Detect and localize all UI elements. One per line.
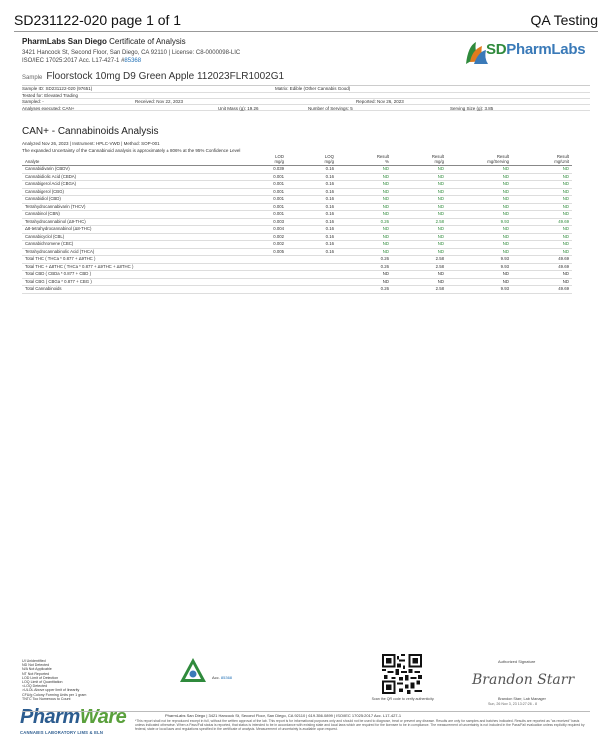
- table-cell: ND: [512, 211, 572, 219]
- table-cell: ND: [337, 271, 392, 279]
- table-cell: ND: [512, 241, 572, 249]
- table-cell: ND: [447, 173, 512, 181]
- table-cell: ND: [392, 241, 447, 249]
- table-row: [22, 248, 572, 256]
- table-cell: ND: [512, 226, 572, 234]
- table-cell: ND: [337, 241, 392, 249]
- analyte-name: Tetrahydrocannabinolic Acid (THCA): [22, 248, 232, 256]
- table-cell: 0.16: [287, 173, 337, 181]
- brand-text-a: Pharm: [20, 706, 80, 728]
- table-cell: 0.16: [287, 203, 337, 211]
- table-cell: 0.001: [232, 211, 287, 219]
- table-cell: ND: [392, 166, 447, 174]
- table-cell: ND: [392, 173, 447, 181]
- signature-date: Sun, 26 Nov 3, 23 13:27:26 - 8: [488, 702, 537, 706]
- header-divider: [14, 31, 598, 32]
- table-cell: 9.93: [447, 256, 512, 264]
- serving-size: Serving Size (g): 3.85: [450, 106, 494, 111]
- total-row: [22, 256, 572, 264]
- table-cell: ND: [447, 226, 512, 234]
- table-cell: ND: [447, 203, 512, 211]
- total-label: Total THC + Δ8THC ( THCa * 0.877 + Δ9THC + Δ8THC ): [22, 263, 337, 271]
- analyte-name: Tetrahydrocannabinol (Δ9-THC): [22, 218, 232, 226]
- table-cell: ND: [337, 211, 392, 219]
- lab-accreditation: [22, 58, 141, 64]
- analyses-executed: Analyses executed: CAN+: [22, 106, 75, 111]
- column-header: [447, 154, 512, 166]
- accreditation-link[interactable]: 85368: [124, 58, 142, 64]
- pjla-acc-number: [212, 675, 232, 680]
- table-cell: ND: [447, 166, 512, 174]
- lab-heading: [22, 37, 186, 46]
- table-row: [22, 173, 572, 181]
- table-cell: ND: [447, 241, 512, 249]
- table-cell: ND: [337, 188, 392, 196]
- table-cell: 49.69: [512, 256, 572, 264]
- pharmware-logo: [20, 706, 126, 729]
- cannabinoids-table: [22, 154, 572, 294]
- table-cell: 9.93: [447, 218, 512, 226]
- table-cell: 0.16: [287, 196, 337, 204]
- table-cell: 0.039: [232, 166, 287, 174]
- table-cell: ND: [512, 248, 572, 256]
- sample-id: Sample ID: SD231122-020 (97651): [22, 86, 93, 91]
- legend-item: UI Unidentified: [22, 659, 46, 663]
- table-cell: ND: [447, 271, 512, 279]
- pharmware-tagline: CANNABIS LABORATORY LIMS & ELN: [20, 730, 104, 735]
- pjla-acc-label: Acc.: [212, 675, 221, 680]
- sample-name: Floorstock 10mg D9 Green Apple 112023FLR1002G1: [46, 71, 285, 82]
- table-row: [22, 181, 572, 189]
- table-cell: 2.58: [392, 256, 447, 264]
- table-row: [22, 211, 572, 219]
- table-cell: ND: [447, 278, 512, 286]
- table-cell: ND: [512, 173, 572, 181]
- table-cell: ND: [512, 278, 572, 286]
- footer-divider: [22, 711, 590, 712]
- uncertainty-note: The expanded Uncertainty of the Cannabinoid analysis is approximately ± 806% at the 95% Confidence Level: [22, 148, 241, 153]
- analyte-name: Cannabidivarin (CBDV): [22, 166, 232, 174]
- column-header-title: Result: [496, 154, 509, 159]
- table-cell: ND: [447, 181, 512, 189]
- total-row: [22, 286, 572, 294]
- table-cell: ND: [512, 166, 572, 174]
- table-cell: ND: [512, 181, 572, 189]
- table-cell: ND: [447, 211, 512, 219]
- total-row: [22, 278, 572, 286]
- legend-item: ND Not Detected: [22, 663, 50, 668]
- legend-item: NT Not Reported: [22, 671, 50, 676]
- legend-item: >ULOL Above upper limit of linearity: [22, 688, 80, 693]
- table-cell: 0.001: [232, 181, 287, 189]
- column-header-title: LOQ: [324, 154, 334, 159]
- table-cell: ND: [447, 248, 512, 256]
- accreditation-text: ISO/IEC 17025:2017 Acc. L17-427-1 #: [22, 58, 125, 64]
- legend-item: LOD Limit of Detection: [22, 675, 59, 680]
- table-cell: 0.002: [232, 241, 287, 249]
- sample-matrix: Matrix: Edible (Other Cannabis Good): [275, 86, 351, 91]
- table-cell: 0.16: [287, 241, 337, 249]
- table-cell: ND: [392, 278, 447, 286]
- table-cell: ND: [337, 181, 392, 189]
- table-cell: 2.58: [392, 218, 447, 226]
- table-row: [22, 241, 572, 249]
- table-row: [22, 218, 572, 226]
- analyte-name: Cannabidiolic Acid (CBDA): [22, 173, 232, 181]
- legend-item: N/A Not Applicable: [22, 667, 52, 672]
- table-cell: ND: [447, 233, 512, 241]
- table-cell: ND: [447, 188, 512, 196]
- table-cell: 2.58: [392, 286, 447, 294]
- table-cell: ND: [337, 226, 392, 234]
- table-cell: 0.26: [337, 256, 392, 264]
- qr-code-icon[interactable]: [382, 654, 422, 694]
- table-cell: ND: [337, 196, 392, 204]
- column-header: [287, 154, 337, 166]
- analyte-name: Tetrahydrocannabivarin (THCV): [22, 203, 232, 211]
- total-label: Total CBD ( CBDa * 0.877 + CBD ): [22, 271, 337, 279]
- analyte-name: Cannabicyclol (CBL): [22, 233, 232, 241]
- qa-testing-label: QA Testing: [530, 12, 598, 28]
- table-cell: ND: [392, 226, 447, 234]
- brand-text-b: Ware: [79, 706, 127, 728]
- total-label: Total Cannabinoids: [22, 286, 337, 294]
- column-header-unit: mg/g: [434, 159, 444, 164]
- abbreviation-legend: [22, 659, 86, 701]
- analyte-name: Cannabidiol (CBD): [22, 196, 232, 204]
- sample-prefix: Sample: [22, 75, 43, 81]
- column-header-unit: mg/g: [274, 159, 284, 164]
- handwritten-signature: Brandon Starr: [472, 672, 575, 688]
- table-cell: 0.16: [287, 248, 337, 256]
- analyte-name: Δ8-tetrahydrocannabinol (Δ8-THC): [22, 226, 232, 234]
- logo-wordmark: [486, 41, 585, 58]
- reported-date: Reported: Nov 26, 2023: [356, 99, 404, 104]
- signatory-name: Brandon Starr, Lab Manager: [498, 697, 546, 701]
- legend-item: <LOQ Detected: [22, 684, 48, 689]
- column-header: [337, 154, 392, 166]
- table-row: [22, 196, 572, 204]
- table-cell: ND: [512, 188, 572, 196]
- logo-text-sd: SD: [486, 41, 507, 58]
- column-header-title: LOD: [275, 154, 284, 159]
- pjla-acc-link[interactable]: 85368: [220, 675, 233, 680]
- table-cell: 0.005: [232, 248, 287, 256]
- table-cell: 0.001: [232, 173, 287, 181]
- column-header-title: Result: [431, 154, 444, 159]
- sample-title: [22, 71, 284, 82]
- column-header: [512, 154, 572, 166]
- table-cell: 0.003: [232, 218, 287, 226]
- column-header-title: Result: [556, 154, 569, 159]
- qr-caption: Scan the QR code to verify authenticity.: [371, 697, 435, 701]
- analyte-name: Cannabigerol Acid (CBGA): [22, 181, 232, 189]
- table-cell: ND: [337, 173, 392, 181]
- analyte-name: Cannabichromene (CBC): [22, 241, 232, 249]
- table-cell: 49.69: [512, 218, 572, 226]
- legend-item: TNTC Too Numerous to Count: [22, 696, 71, 701]
- table-cell: ND: [392, 196, 447, 204]
- table-cell: ND: [337, 233, 392, 241]
- table-body: [22, 166, 572, 294]
- table-cell: 0.16: [287, 226, 337, 234]
- table-row: [22, 233, 572, 241]
- info-row: [22, 104, 590, 111]
- table-cell: ND: [512, 233, 572, 241]
- analyte-name: Cannabigerol (CBG): [22, 188, 232, 196]
- table-row: [22, 188, 572, 196]
- received-date: Received: Nov 22, 2023: [135, 99, 184, 104]
- table-cell: 0.16: [287, 233, 337, 241]
- number-of-servings: Number of Servings: 5: [308, 106, 353, 111]
- table-row: [22, 166, 572, 174]
- total-label: Total THC ( THCa * 0.877 + Δ9THC ): [22, 256, 337, 264]
- signature-label: Authorized Signature: [498, 659, 536, 664]
- table-cell: ND: [392, 233, 447, 241]
- tested-for: Tested for: Elevated Trading: [22, 93, 79, 98]
- table-cell: ND: [512, 203, 572, 211]
- footer-address: PharmLabs San Diego | 3421 Hancock St, Second Floor, San Diego, CA 92110 | 619.356.0899 | ISO/IEC 17025:2017 Acc. L17-427-1: [165, 713, 402, 718]
- table-cell: ND: [447, 196, 512, 204]
- column-header: [22, 154, 232, 166]
- table-cell: ND: [392, 188, 447, 196]
- table-cell: 0.16: [287, 166, 337, 174]
- table-cell: 0.001: [232, 203, 287, 211]
- sampled: Sampled: -: [22, 99, 44, 104]
- table-cell: ND: [512, 196, 572, 204]
- table-cell: ND: [337, 166, 392, 174]
- table-cell: ND: [392, 211, 447, 219]
- table-cell: 0.16: [287, 181, 337, 189]
- pjla-accreditation-icon: [178, 656, 208, 686]
- table-cell: ND: [392, 248, 447, 256]
- logo-text-pharmlabs: PharmLabs: [506, 41, 586, 58]
- table-cell: 0.26: [337, 263, 392, 271]
- lab-name: PharmLabs San Diego: [22, 37, 107, 46]
- legend-item: CFU/g Colony Forming Units per 1 gram: [22, 692, 87, 697]
- section-title: CAN+ - Cannabinoids Analysis: [22, 126, 159, 137]
- table-cell: ND: [337, 278, 392, 286]
- column-header-title: Result: [376, 154, 389, 159]
- table-cell: ND: [337, 203, 392, 211]
- table-cell: 0.004: [232, 226, 287, 234]
- table-row: [22, 226, 572, 234]
- legend-item: LOQ Limit of Quantitation: [22, 680, 63, 685]
- document-id: SD231122-020 page 1 of 1: [14, 12, 182, 28]
- table-cell: ND: [337, 248, 392, 256]
- table-cell: 0.002: [232, 233, 287, 241]
- table-cell: ND: [392, 271, 447, 279]
- table-cell: 0.26: [337, 218, 392, 226]
- table-cell: 2.58: [392, 263, 447, 271]
- table-cell: 0.16: [287, 188, 337, 196]
- table-row: [22, 203, 572, 211]
- table-cell: 0.001: [232, 188, 287, 196]
- table-cell: 0.16: [287, 211, 337, 219]
- table-cell: 49.69: [512, 263, 572, 271]
- column-header-unit: %: [385, 159, 389, 164]
- table-cell: 49.69: [512, 286, 572, 294]
- column-header-title: Analyte: [25, 159, 40, 164]
- total-row: [22, 263, 572, 271]
- table-cell: 0.16: [287, 218, 337, 226]
- table-cell: ND: [512, 271, 572, 279]
- table-cell: 0.26: [337, 286, 392, 294]
- analysis-meta: Analyzed Nov 26, 2023 | Instrument: HPLC-VWD | Method: SOP-001: [22, 141, 160, 146]
- total-label: Total CBG ( CBGa * 0.877 + CBG ): [22, 278, 337, 286]
- column-header-unit: mg/g: [324, 159, 334, 164]
- table-cell: 9.93: [447, 286, 512, 294]
- table-cell: ND: [392, 203, 447, 211]
- column-header: [232, 154, 287, 166]
- table-cell: ND: [392, 181, 447, 189]
- disclaimer: *This report shall not be reproduced except in full, without the written approval of the lab. This report is for informational purposes only and should not be used to diagnose, treat or prevent any disease. Results are only for samples and batches indicated. Results are reported as "as received" basis unless indicated otherwise. When a Pass/Fail status is reported, that status is intended to be in accordance with existing state and local laws which are required for the licensee to be in compliance. The measurement of uncertainty is not included in the Pass/Fail evaluation unless explicitly required by federal, state or local laws and regulations specified in the certificate of analysis. Measurement of uncertainty is available upon request.: [135, 719, 585, 731]
- unit-mass: Unit Mass (g): 19.26: [218, 106, 259, 111]
- table-header-row: [22, 154, 572, 166]
- lab-address: 3421 Hancock St, Second Floor, San Diego, CA 92110 | License: C8-0000098-LIC: [22, 50, 241, 56]
- total-row: [22, 271, 572, 279]
- doc-type: Certificate of Analysis: [109, 37, 186, 46]
- table-cell: 9.93: [447, 263, 512, 271]
- table-cell: 0.001: [232, 196, 287, 204]
- column-header: [392, 154, 447, 166]
- analyte-name: Cannabinol (CBN): [22, 211, 232, 219]
- column-header-unit: mg/Serving: [487, 159, 509, 164]
- column-header-unit: mg/Unit: [554, 159, 569, 164]
